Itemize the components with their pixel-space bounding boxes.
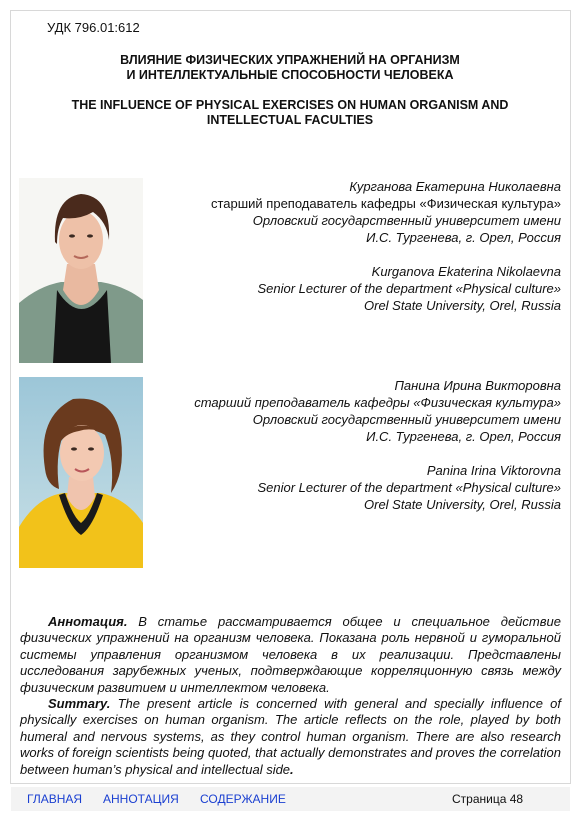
abstract-en-end: . bbox=[290, 761, 294, 777]
abstract-en-label: Summary. bbox=[48, 696, 111, 712]
title-ru-line-2: И ИНТЕЛЛЕКТУАЛЬНЫЕ СПОСОБНОСТИ ЧЕЛОВЕКА bbox=[126, 68, 454, 82]
author-1-name-en: Kurganova Ekaterina Nikolaevna bbox=[371, 264, 561, 279]
author-photo-1 bbox=[19, 178, 143, 363]
author-photo-2 bbox=[19, 377, 143, 568]
author-2-affiliation-ru-1: Орловский государственный университет имени bbox=[252, 412, 561, 427]
author-1-name-ru: Курганова Екатерина Николаевна bbox=[349, 179, 561, 194]
abstract-ru bbox=[20, 614, 561, 696]
title-en-line-2: INTELLECTUAL FACULTIES bbox=[206, 113, 374, 127]
nav-link-home[interactable]: ГЛАВНАЯ bbox=[27, 792, 83, 806]
author-1-affiliation-ru-2: И.С. Тургенева, г. Орел, Россия bbox=[366, 230, 561, 245]
author-2-position-ru: старший преподаватель кафедры «Физическая культура» bbox=[194, 395, 561, 410]
author-1-affiliation-ru-1: Орловский государственный университет имени bbox=[252, 213, 561, 228]
title-english bbox=[20, 98, 560, 128]
author-1-position-ru: старший преподаватель кафедры «Физическая культура» bbox=[210, 196, 561, 211]
abstract-ru-text: В статье рассматривается общее и специальное действие физических упражнений на организм человека. Показана роль нервной и гуморальной системы управления организмом человека в их реализации. Представлены исследования зарубежных ученых, подтверждающие корреляционную связь между физическим развитием и интеллектом человека. bbox=[20, 614, 561, 695]
author-2-position-en: Senior Lecturer of the department «Physical culture» bbox=[257, 480, 561, 495]
abstract-ru-label: Аннотация. bbox=[48, 614, 128, 629]
nav-link-contents[interactable]: СОДЕРЖАНИЕ bbox=[200, 792, 286, 806]
author-2-affiliation-en: Orel State University, Orel, Russia bbox=[364, 497, 561, 512]
title-ru-line-1: ВЛИЯНИЕ ФИЗИЧЕСКИХ УПРАЖНЕНИЙ НА ОРГАНИЗМ bbox=[120, 53, 460, 67]
author-2-name-ru: Панина Ирина Викторовна bbox=[394, 378, 561, 393]
title-russian bbox=[20, 53, 560, 83]
author-1-affiliation-en: Orel State University, Orel, Russia bbox=[364, 298, 561, 313]
abstract-block bbox=[20, 614, 561, 778]
author-2-name-en: Panina Irina Viktorovna bbox=[426, 463, 561, 478]
title-en-line-1: THE INFLUENCE OF PHYSICAL EXERCISES ON HUMAN ORGANISM AND bbox=[71, 98, 509, 112]
author-1-position-en: Senior Lecturer of the department «Physical culture» bbox=[257, 281, 561, 296]
footer-nav-bar bbox=[11, 787, 570, 811]
author-info-1 bbox=[141, 178, 561, 314]
abstract-en bbox=[20, 696, 561, 778]
author-info-2 bbox=[141, 377, 561, 513]
udc-code: УДК 796.01:612 bbox=[47, 20, 140, 35]
nav-link-annotation[interactable]: АННОТАЦИЯ bbox=[103, 792, 179, 806]
page-number: Страница 48 bbox=[452, 792, 524, 806]
abstract-en-text: The present article is concerned with general and specially influence of physically exercises on human organism. The article reflects on the role, played by both humeral and nervous systems, as they control human organism. There are also research works of foreign scientists being quoted, that actually demonstrates and proves the correlation between human’s physical and intellectual side bbox=[20, 696, 561, 777]
author-2-affiliation-ru-2: И.С. Тургенева, г. Орел, Россия bbox=[366, 429, 561, 444]
